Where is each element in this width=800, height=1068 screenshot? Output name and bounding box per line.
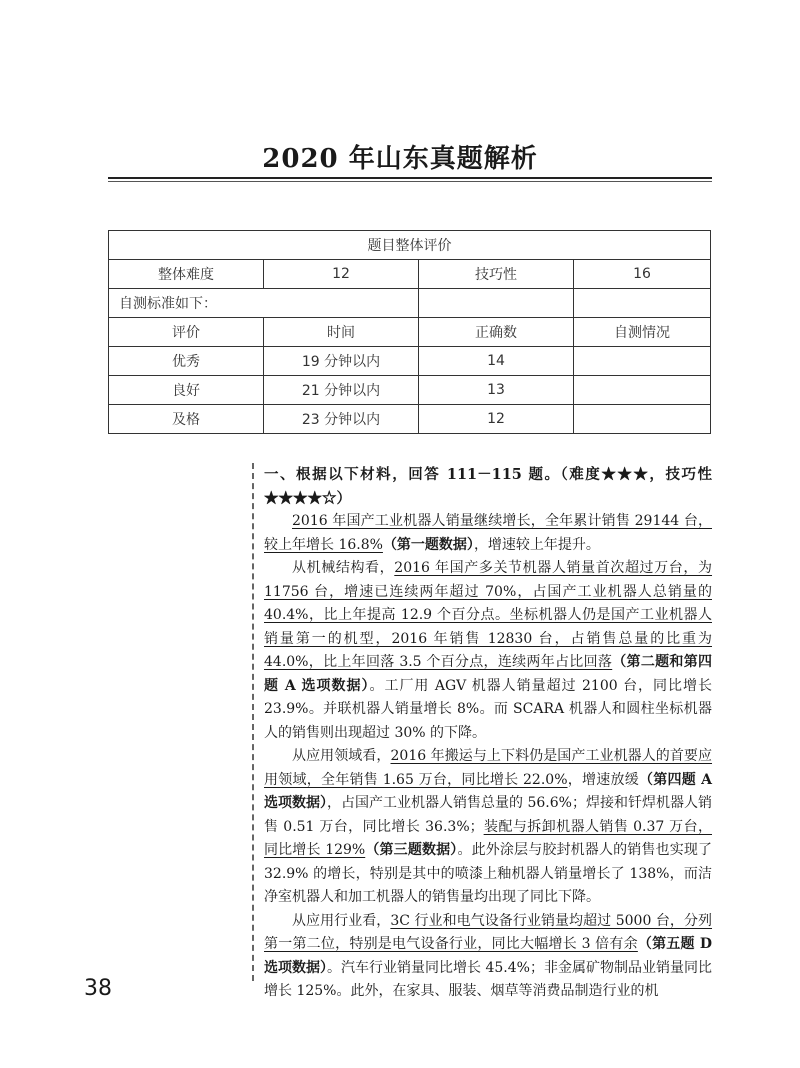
body-text: ，占国产工业机器人销售总量的 56.6%；焊接和钎焊机器人销售 0.51 万台，同比增长 36.3%； <box>264 795 712 835</box>
paragraph-1 <box>264 510 712 557</box>
time-cell: 21 分钟以内 <box>264 376 419 405</box>
title-rule <box>108 177 712 179</box>
note-bold: （第一题数据） <box>382 536 474 553</box>
table-row <box>109 289 711 318</box>
skill-value: 16 <box>574 260 711 289</box>
table-row <box>109 347 711 376</box>
self-check-cell <box>574 376 711 405</box>
underlined-text: 3C 行业和电气设备行业销量均超过 5000 台，分列第一第二位，特别是电气设备行业，同比大幅增长 3 倍有余 <box>264 912 713 952</box>
difficulty-value: 12 <box>264 260 419 289</box>
paragraph-4 <box>264 910 712 1004</box>
col-header: 评价 <box>109 318 264 347</box>
criteria-label: 自测标准如下： <box>109 289 419 318</box>
close-paren: ） <box>336 489 351 507</box>
correct-cell: 12 <box>419 405 574 434</box>
note-bold: （第三题数据） <box>365 842 458 858</box>
page-number: 38 <box>84 976 112 1001</box>
note-bold: （第四题 A 选项数据） <box>264 771 712 811</box>
table-cell-empty <box>419 289 574 318</box>
skill-stars-icon: ★★★★☆ <box>264 489 337 507</box>
self-check-cell <box>574 347 711 376</box>
skill-label: 技巧性 <box>419 260 574 289</box>
body-text: ，增速放缓 <box>567 771 639 788</box>
grade-cell: 优秀 <box>109 347 264 376</box>
underlined-text: 2016 年搬运与上下料仍是国产工业机器人的首要应用领域，全年销售 1.65 万台，同比增长 22.0% <box>264 748 713 788</box>
margin-dashed-line <box>252 463 254 981</box>
correct-cell: 13 <box>419 376 574 405</box>
time-cell: 19 分钟以内 <box>264 347 419 376</box>
question-heading <box>264 463 712 510</box>
underlined-text: 2016 年国产工业机器人销量继续增长，全年累计销售 29144 台，较上年增长 16.8% <box>264 513 712 553</box>
table-row <box>109 376 711 405</box>
body-text: ，增速较上年提升。 <box>473 536 600 553</box>
skill-text: ，技巧性 <box>649 466 712 483</box>
table-col-header-row <box>109 318 711 347</box>
table-header-row <box>109 231 711 260</box>
body-text: 从应用领域看， <box>292 748 391 764</box>
time-cell: 23 分钟以内 <box>264 405 419 434</box>
underlined-text: 装配与拆卸机器人销售 0.37 万台，同比增长 129% <box>264 818 712 858</box>
col-header: 正确数 <box>419 318 574 347</box>
grade-cell: 良好 <box>109 376 264 405</box>
correct-cell: 14 <box>419 347 574 376</box>
evaluation-table <box>108 230 711 434</box>
col-header: 自测情况 <box>574 318 711 347</box>
question-content <box>264 463 712 1004</box>
paragraph-2 <box>264 557 712 745</box>
body-text: 。此外涂层与胶封机器人的销售也实现了 32.9% 的增长，特别是其中的喷漆上釉机器人销量增长了 138%，而洁净室机器人和加工机器人的销售量均出现了同比下降。 <box>264 842 713 905</box>
difficulty-label: 整体难度 <box>109 260 264 289</box>
note-bold: （第五题 D 选项数据） <box>264 936 712 976</box>
body-text: 。工厂用 AGV 机器人销量超过 2100 台，同比增长 23.9%。并联机器人销量增长 8%。而 SCARA 机器人和圆柱坐标机器人的销售则出现超过 30% 的下降。 <box>264 677 712 741</box>
grade-cell: 及格 <box>109 405 264 434</box>
table-header: 题目整体评价 <box>109 231 711 260</box>
table-row <box>109 405 711 434</box>
difficulty-stars-icon: ★★★ <box>601 466 650 483</box>
underlined-text: 2016 年国产多关节机器人销量首次超过万台，为 11756 台，增速已连续两年超过 70%，占国产工业机器人总销量的 40.4%，比上年提高 12.9 个百分点。坐标机器人仍是国产工业机器人销量第一的机型，2016 年销售 12830 台，占销售总量的比重为 44.0%，比上年回落 3.5 个百分点，连续两年占比回落 <box>264 560 713 670</box>
title-rule-thin <box>108 181 712 182</box>
body-text: 。汽车行业销量同比增长 45.4%；非金属矿物制品业销量同比增长 125%。此外，在家具、服装、烟草等消费品制造行业的机 <box>264 959 712 999</box>
body-text: 从应用行业看， <box>292 912 391 929</box>
note-bold: （第二题和第四题 A 选项数据） <box>264 654 713 694</box>
question-intro: 一、根据以下材料，回答 111－115 题。（难度 <box>264 466 602 483</box>
page-title: 2020 年山东真题解析 <box>262 144 538 174</box>
col-header: 时间 <box>264 318 419 347</box>
paragraph-3 <box>264 745 712 910</box>
table-cell-empty <box>574 289 711 318</box>
self-check-cell <box>574 405 711 434</box>
body-text: 从机械结构看， <box>292 560 395 576</box>
table-row <box>109 260 711 289</box>
